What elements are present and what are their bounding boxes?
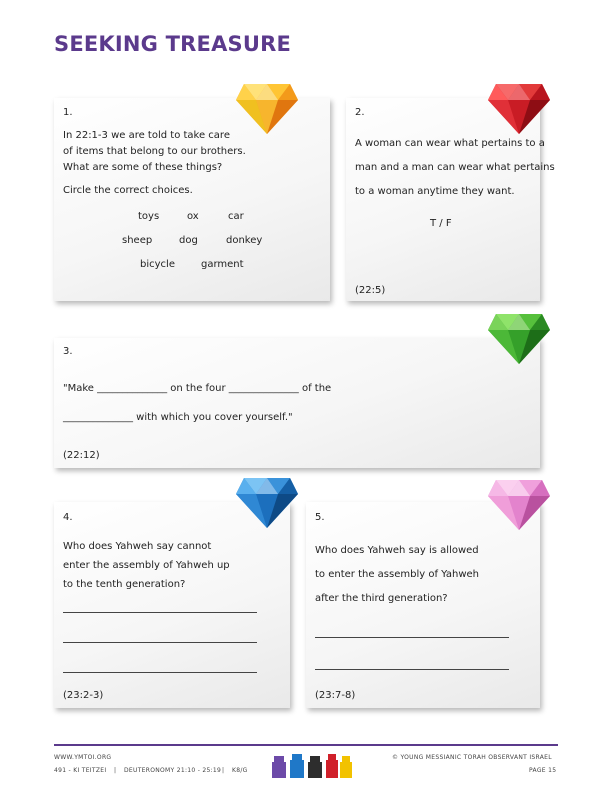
question-text-line: of items that belong to our brothers. bbox=[63, 146, 246, 157]
answer-line[interactable] bbox=[63, 672, 257, 673]
footer-scripture: DEUTERONOMY 21:10 - 25:19 bbox=[124, 767, 222, 774]
choice-bicycle[interactable]: bicycle bbox=[140, 259, 175, 270]
choice-garment[interactable]: garment bbox=[201, 259, 244, 270]
choice-sheep[interactable]: sheep bbox=[122, 235, 153, 246]
choice-donkey[interactable]: donkey bbox=[226, 235, 263, 246]
question-text-line: to a woman anytime they want. bbox=[355, 186, 515, 197]
question-text-line: In 22:1-3 we are told to take care bbox=[63, 130, 230, 141]
question-text-line: What are some of these things? bbox=[63, 162, 223, 173]
green-gem-icon bbox=[486, 304, 552, 366]
question-card-5 bbox=[306, 502, 540, 708]
scripture-reference: (23:7-8) bbox=[315, 690, 356, 701]
question-number: 5. bbox=[315, 512, 325, 523]
instruction-text: Circle the correct choices. bbox=[63, 185, 193, 196]
answer-line[interactable] bbox=[315, 637, 509, 638]
choice-dog[interactable]: dog bbox=[179, 235, 198, 246]
scripture-reference: (22:12) bbox=[63, 450, 100, 461]
footer-divider bbox=[54, 744, 558, 746]
question-card-3 bbox=[54, 338, 540, 468]
answer-line[interactable] bbox=[63, 612, 257, 613]
question-text-line: enter the assembly of Yahweh up bbox=[63, 560, 230, 571]
question-number: 3. bbox=[63, 346, 73, 357]
question-text-line: A woman can wear what pertains to a bbox=[355, 138, 545, 149]
footer-copyright: © YOUNG MESSIANIC TORAH OBSERVANT ISRAEL bbox=[392, 754, 552, 761]
blue-gem-icon bbox=[234, 468, 300, 530]
footer-separator: | bbox=[222, 767, 225, 774]
red-gem-icon bbox=[486, 74, 552, 136]
question-number: 4. bbox=[63, 512, 73, 523]
footer-separator: | bbox=[114, 767, 117, 774]
footer-level: K8/G bbox=[232, 767, 248, 774]
footer-url[interactable]: WWW.YMTOI.ORG bbox=[54, 754, 112, 761]
pink-gem-icon bbox=[486, 470, 552, 532]
answer-line[interactable] bbox=[315, 669, 509, 670]
question-text-line: Who does Yahweh say is allowed bbox=[315, 545, 479, 556]
scripture-reference: (22:5) bbox=[355, 285, 386, 296]
footer-page-number: PAGE 15 bbox=[529, 767, 557, 774]
choice-car[interactable]: car bbox=[228, 211, 244, 222]
fill-in-blank-line[interactable]: ______________ with which you cover yourself." bbox=[63, 412, 293, 423]
choice-toys[interactable]: toys bbox=[138, 211, 160, 222]
question-text-line: man and a man can wear what pertains bbox=[355, 162, 555, 173]
answer-line[interactable] bbox=[63, 642, 257, 643]
ymtoi-logo bbox=[270, 750, 354, 780]
choice-ox[interactable]: ox bbox=[187, 211, 199, 222]
question-card-4 bbox=[54, 502, 290, 708]
question-text-line: after the third generation? bbox=[315, 593, 448, 604]
question-text-line: Who does Yahweh say cannot bbox=[63, 541, 212, 552]
true-false-choice[interactable]: T / F bbox=[430, 218, 452, 229]
fill-in-blank-line[interactable]: "Make ______________ on the four ______________ of the bbox=[63, 383, 332, 394]
question-text-line: to the tenth generation? bbox=[63, 579, 186, 590]
page-title: SEEKING TREASURE bbox=[54, 32, 292, 56]
question-number: 1. bbox=[63, 107, 73, 118]
scripture-reference: (23:2-3) bbox=[63, 690, 104, 701]
question-number: 2. bbox=[355, 107, 365, 118]
footer-portion: 491 - KI TEITZEI bbox=[54, 767, 107, 774]
question-text-line: to enter the assembly of Yahweh bbox=[315, 569, 480, 580]
yellow-gem-icon bbox=[234, 74, 300, 136]
